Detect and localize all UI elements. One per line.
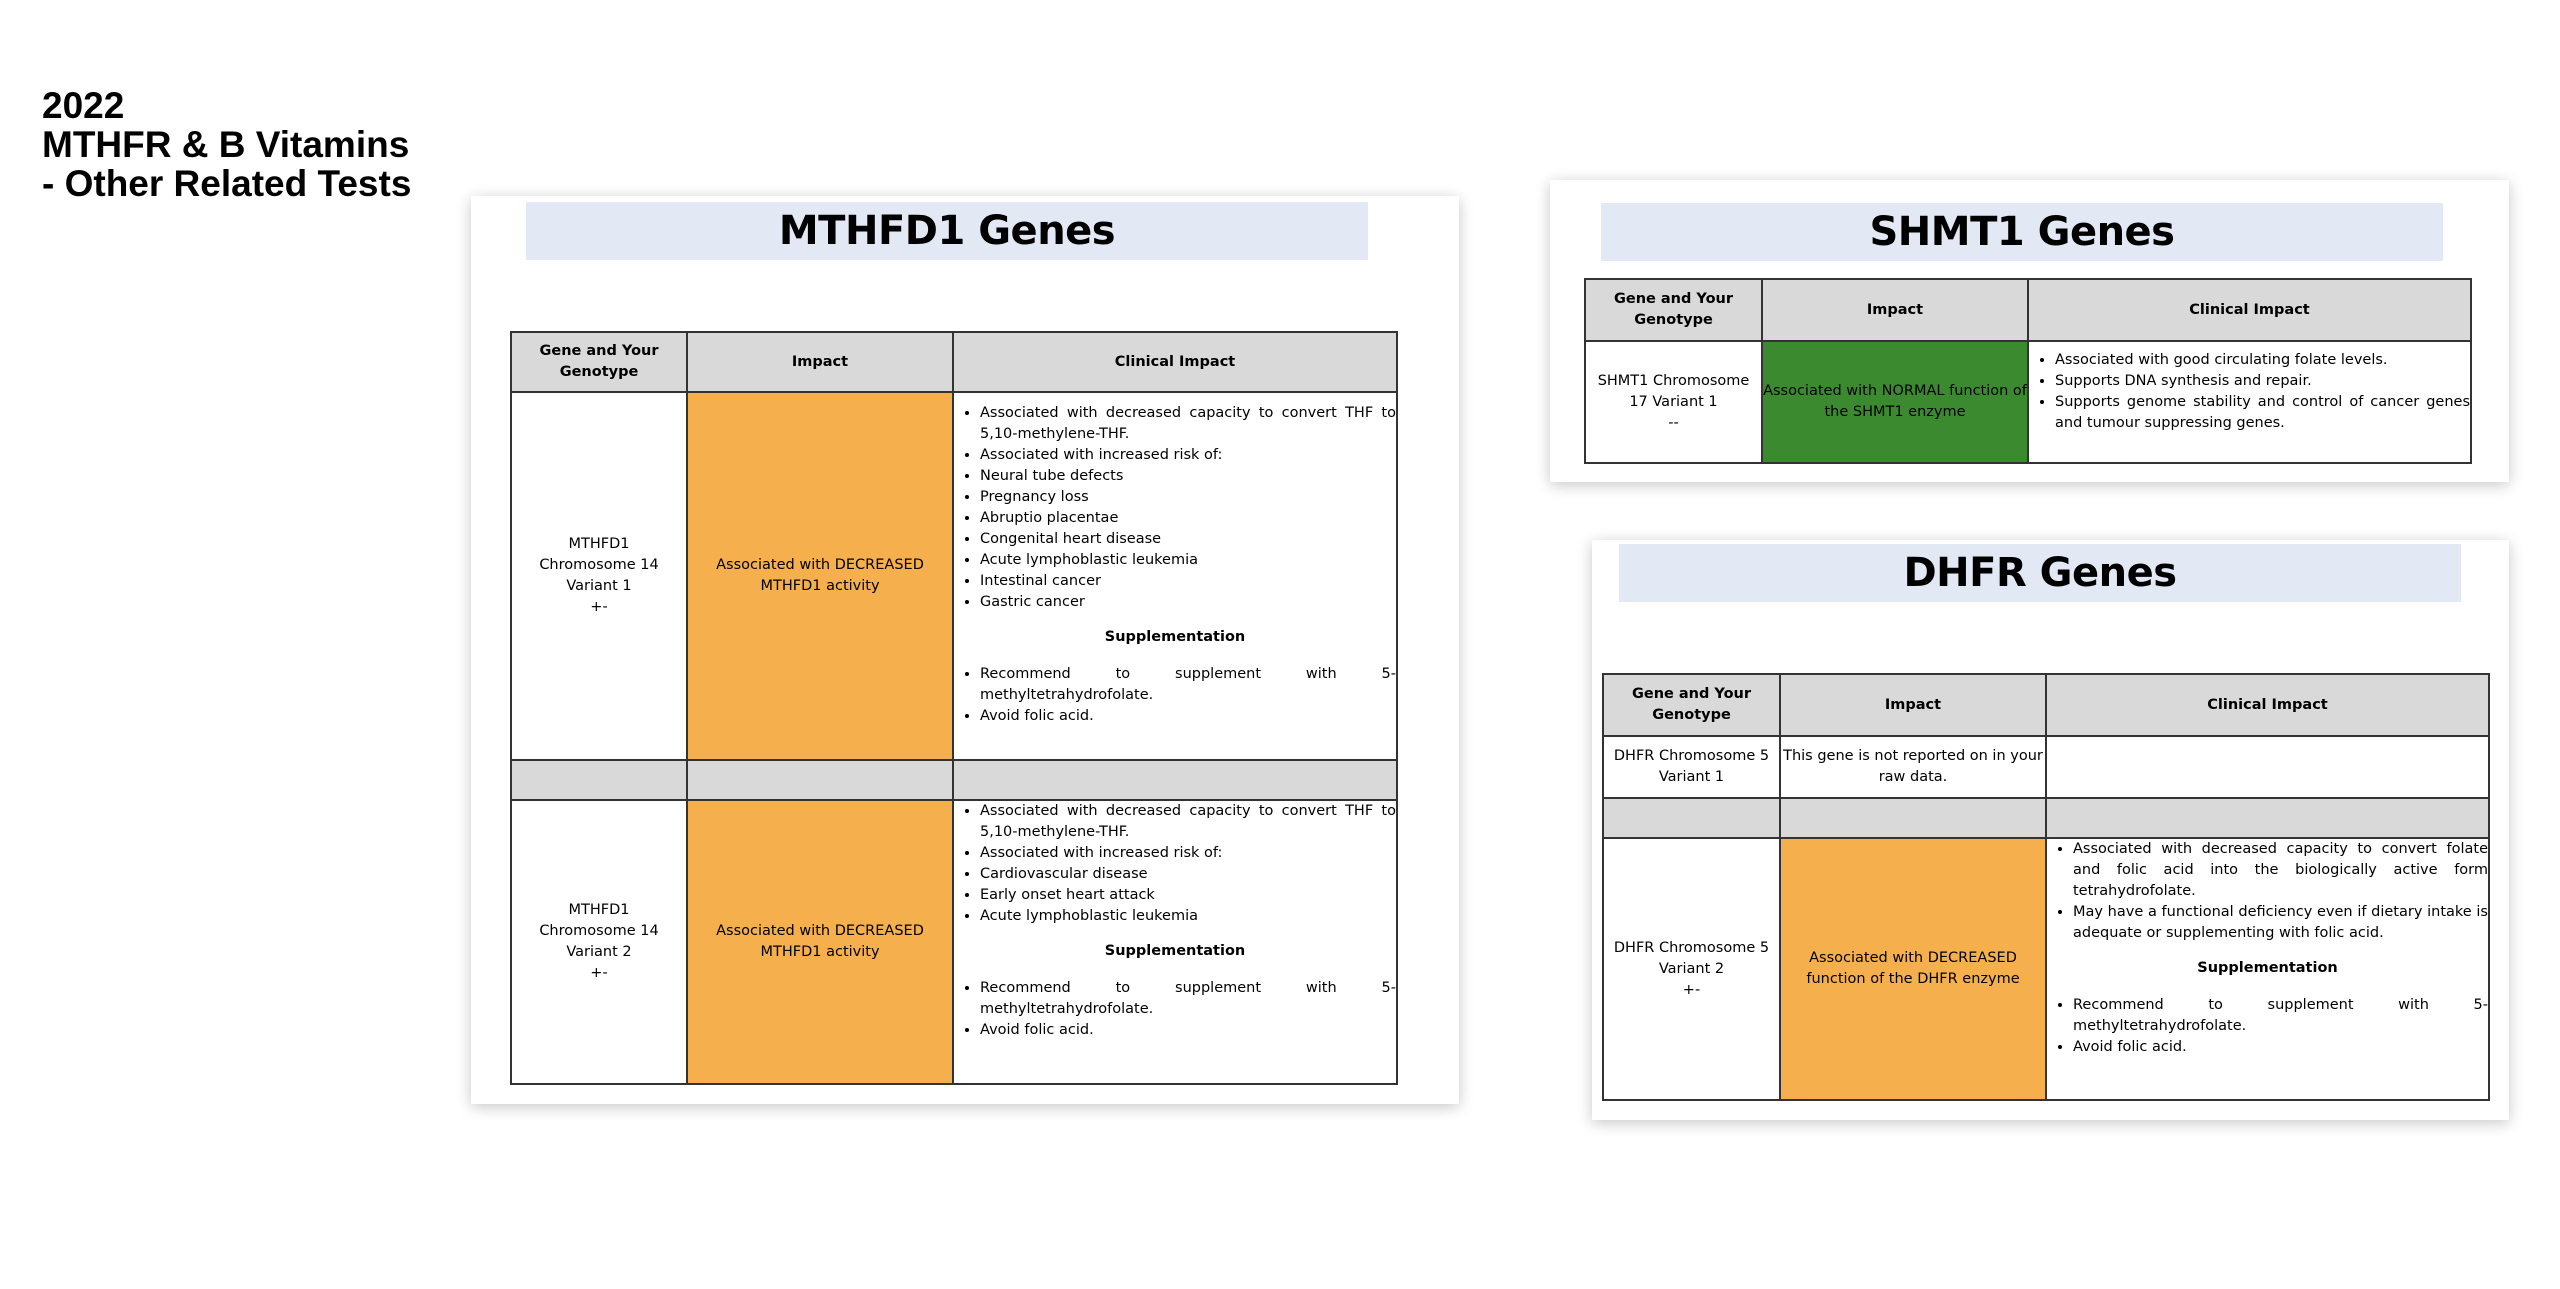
mthfd1-card [471, 196, 1459, 1104]
clinical-item: • Associated with decreased capacity to convert THF to 5,10-methylene-THF. [980, 403, 1396, 445]
genotype-cell [511, 800, 687, 1084]
clinical-item: • Associated with increased risk of: [980, 445, 1396, 466]
dhfr-table [1602, 673, 2490, 1101]
clinical-item: • Associated with increased risk of: [980, 843, 1396, 864]
separator-row [511, 760, 1397, 800]
clinical-item: • Cardiovascular disease [980, 864, 1396, 885]
col-header-gene: Gene and Your Genotype [511, 332, 687, 392]
clinical-list [954, 801, 1396, 927]
supplementation-title: Supplementation [1104, 943, 1246, 959]
clinical-item: • Supports genome stability and control of cancer genes and tumour suppressing genes. [2055, 392, 2470, 434]
clinical-list [2029, 350, 2470, 434]
clinical-list [2047, 839, 2488, 944]
clinical-item: • Gastric cancer [980, 592, 1396, 613]
clinical-item: • Congenital heart disease [980, 529, 1396, 550]
col-header-clinical: Clinical Impact [953, 332, 1397, 392]
supplementation-title: Supplementation [1104, 629, 1246, 645]
mthfd1-table [510, 331, 1398, 1085]
supplementation-list [954, 978, 1396, 1041]
clinical-cell [2046, 736, 2489, 798]
genotype-line: Variant 1 [566, 578, 632, 594]
col-header-impact: Impact [1780, 674, 2046, 736]
table-row [1603, 838, 2489, 1100]
clinical-cell [2028, 341, 2471, 463]
table-row [1585, 341, 2471, 463]
clinical-item: • Acute lymphoblastic leukemia [980, 550, 1396, 571]
col-header-gene: Gene and Your Genotype [1585, 279, 1762, 341]
shmt1-title: SHMT1 Genes [1601, 203, 2443, 261]
genotype-line: Chromosome 14 [539, 923, 659, 939]
clinical-item: • Supports DNA synthesis and repair. [2055, 371, 2470, 392]
clinical-item: • Abruptio placentae [980, 508, 1396, 529]
col-header-impact: Impact [687, 332, 953, 392]
clinical-item: • Associated with good circulating folate levels. [2055, 350, 2470, 371]
mthfd1-title: MTHFD1 Genes [526, 202, 1368, 260]
table-row [511, 392, 1397, 760]
impact-cell: Associated with DECREASED function of the DHFR enzyme [1780, 838, 2046, 1100]
genotype-line: 17 Variant 1 [1629, 393, 1718, 410]
genotype-cell [1585, 341, 1762, 463]
clinical-cell [953, 392, 1397, 760]
supplementation-item: • Recommend to supplement with 5-methyltetrahydrofolate. [2073, 995, 2488, 1037]
genotype-line: MTHFD1 [568, 902, 630, 918]
clinical-item: • Intestinal cancer [980, 571, 1396, 592]
genotype-line: DHFR Chromosome 5 [1613, 939, 1770, 956]
clinical-item: • Associated with decreased capacity to convert folate and folic acid into the biologically active form tetrahydrofolate. [2073, 839, 2488, 902]
genotype-line: MTHFD1 [568, 536, 630, 552]
supplementation-item: • Avoid folic acid. [980, 706, 1396, 727]
genotype-line: DHFR Chromosome 5 [1613, 748, 1770, 764]
clinical-cell [953, 800, 1397, 1084]
heading-line: - Other Related Tests [42, 163, 412, 204]
heading-line: 2022 [42, 85, 125, 126]
genotype-line: +- [1682, 981, 1701, 998]
clinical-item: • May have a functional deficiency even if dietary intake is adequate or supplementing with folic acid. [2073, 902, 2488, 944]
supplementation-item: • Avoid folic acid. [980, 1020, 1396, 1041]
clinical-list [954, 403, 1396, 613]
shmt1-card [1550, 180, 2509, 482]
genotype-line: -- [1668, 414, 1679, 431]
supplementation-title: Supplementation [2197, 960, 2338, 976]
genotype-line: +- [590, 599, 608, 615]
supplementation-item: • Avoid folic acid. [2073, 1037, 2488, 1058]
clinical-item: • Neural tube defects [980, 466, 1396, 487]
impact-cell: Associated with NORMAL function of the SHMT1 enzyme [1762, 341, 2028, 463]
genotype-line: Chromosome 14 [539, 557, 659, 573]
clinical-item: • Acute lymphoblastic leukemia [980, 906, 1396, 927]
page-heading [42, 86, 411, 203]
genotype-line: Variant 2 [566, 944, 632, 960]
table-row [1603, 736, 2489, 798]
supplementation-item: • Recommend to supplement with 5-methyltetrahydrofolate. [980, 664, 1396, 706]
genotype-cell [1603, 736, 1780, 798]
genotype-line: SHMT1 Chromosome [1597, 372, 1750, 389]
separator-row [1603, 798, 2489, 838]
shmt1-table [1584, 278, 2472, 464]
genotype-cell [511, 392, 687, 760]
clinical-cell [2046, 838, 2489, 1100]
clinical-item: • Pregnancy loss [980, 487, 1396, 508]
col-header-gene: Gene and Your Genotype [1603, 674, 1780, 736]
table-row [511, 800, 1397, 1084]
dhfr-card [1592, 540, 2509, 1120]
impact-cell: This gene is not reported on in your raw data. [1780, 736, 2046, 798]
col-header-clinical: Clinical Impact [2028, 279, 2471, 341]
genotype-cell [1603, 838, 1780, 1100]
col-header-clinical: Clinical Impact [2046, 674, 2489, 736]
genotype-line: Variant 1 [1658, 769, 1725, 785]
supplementation-list [954, 664, 1396, 727]
clinical-item: • Associated with decreased capacity to convert THF to 5,10-methylene-THF. [980, 801, 1396, 843]
col-header-impact: Impact [1762, 279, 2028, 341]
supplementation-list [2047, 995, 2488, 1058]
genotype-line: +- [590, 965, 608, 981]
impact-cell: Associated with DECREASED MTHFD1 activity [687, 800, 953, 1084]
genotype-line: Variant 2 [1658, 960, 1725, 977]
clinical-item: • Early onset heart attack [980, 885, 1396, 906]
heading-line: MTHFR & B Vitamins [42, 124, 410, 165]
supplementation-item: • Recommend to supplement with 5-methyltetrahydrofolate. [980, 978, 1396, 1020]
dhfr-title: DHFR Genes [1619, 544, 2461, 602]
impact-cell: Associated with DECREASED MTHFD1 activity [687, 392, 953, 760]
